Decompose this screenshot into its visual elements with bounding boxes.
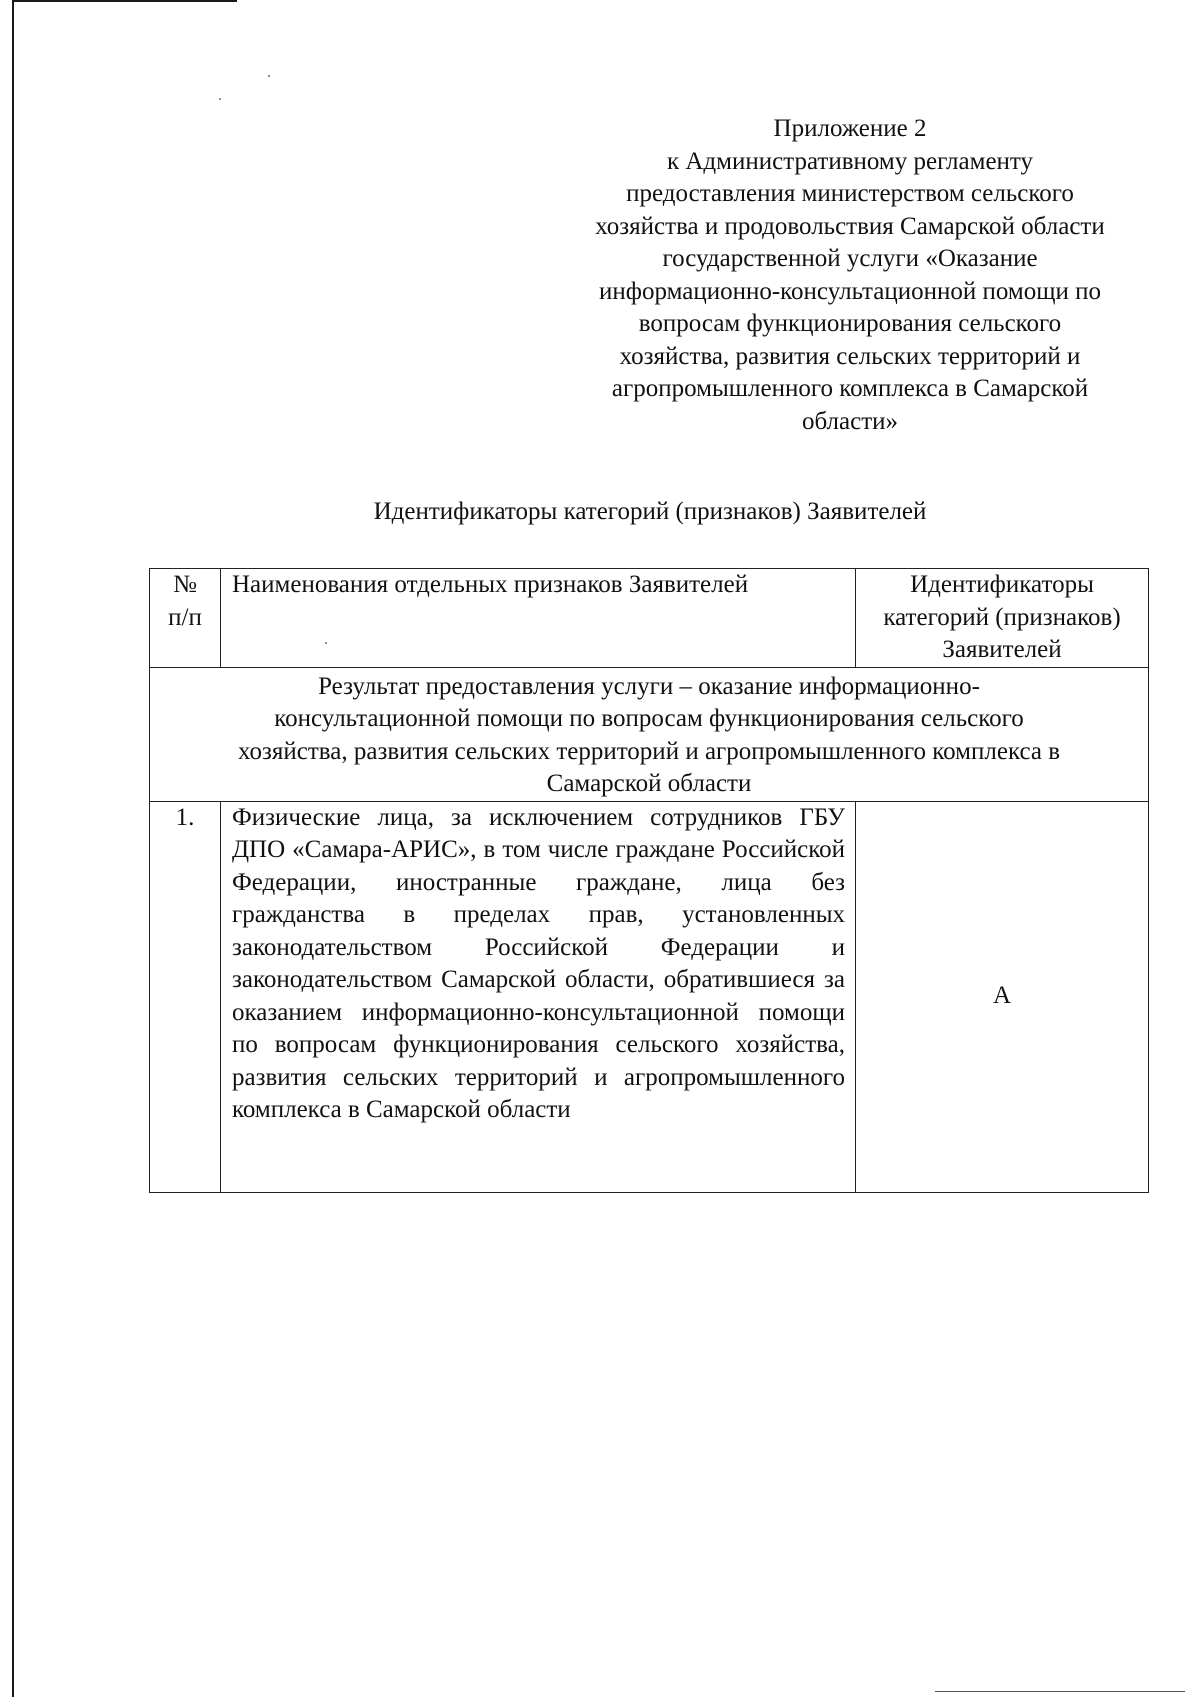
appendix-line: предоставления министерством сельского (626, 180, 1074, 207)
result-line: Самарской области (546, 770, 752, 797)
appendix-line: хозяйства, развития сельских территорий и (619, 342, 1081, 370)
header-name-cell: Наименования отдельных признаков Заявителей (221, 569, 856, 668)
header-id-line: Идентификаторы (910, 571, 1094, 598)
appendix-header (555, 113, 1145, 438)
appendix-line: хозяйства и продовольствия Самарской области (595, 212, 1105, 240)
scan-speck (268, 75, 270, 77)
table-row (150, 801, 1149, 1192)
document-title: Идентификаторы категорий (признаков) Заявителей (373, 498, 927, 525)
scan-speck (219, 98, 221, 100)
row-number-cell: 1. (150, 801, 221, 1192)
header-number-symbol: № (173, 571, 197, 598)
row-id-cell: А (856, 801, 1149, 1192)
header-id-line: категорий (признаков) (883, 603, 1121, 631)
header-id-cell (856, 569, 1149, 668)
scan-edge-left (12, 0, 14, 1697)
applicant-categories-table (149, 568, 1149, 1193)
appendix-line: государственной услуги «Оказание (662, 245, 1038, 272)
result-cell (150, 667, 1149, 801)
result-line: консультационной помощи по вопросам функционирования сельского (274, 705, 1024, 732)
result-line: Результат предоставления услуги – оказание информационно- (318, 672, 980, 700)
header-number-label: п/п (168, 603, 202, 631)
row-name-cell: Физические лица, за исключением сотрудников ГБУ ДПО «Самара-АРИС», в том числе граждане Российской Федерации, иностранные граждане, лица без гражданства в пределах прав, установленных законодательством Российской Федерации и законодательством Самарской области, обратившиеся за оказанием информационно-консультационной помощи по вопросам функционирования сельского хозяйства, развития сельских территорий и агропромышленного комплекса в Самарской области (221, 801, 856, 1192)
appendix-line: области» (801, 407, 899, 435)
appendix-line: Приложение 2 (773, 115, 927, 142)
header-id-line: Заявителей (942, 636, 1062, 663)
appendix-line: информационно-консультационной помощи по (599, 277, 1101, 305)
scan-edge-top (12, 0, 237, 2)
appendix-line: вопросам функционирования сельского (638, 310, 1062, 337)
scan-edge-bottom (935, 1691, 1185, 1692)
appendix-line: агропромышленного комплекса в Самарской (611, 375, 1089, 402)
header-number-cell (150, 569, 221, 668)
appendix-line: к Административному регламенту (666, 147, 1034, 175)
table-header-row (150, 569, 1149, 668)
result-line: хозяйства, развития сельских территорий и агропромышленного комплекса в (237, 737, 1061, 765)
table-result-row (150, 667, 1149, 801)
